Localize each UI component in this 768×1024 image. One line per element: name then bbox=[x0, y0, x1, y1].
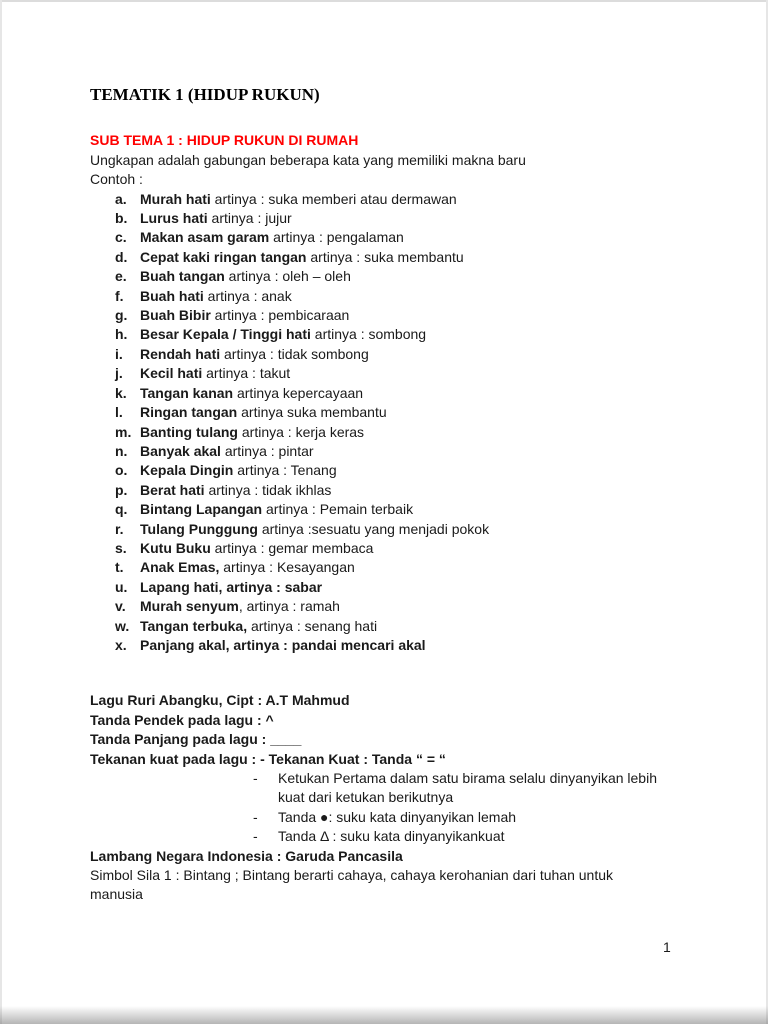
idiom-term: Anak Emas, bbox=[140, 559, 220, 576]
idiom-item bbox=[115, 558, 668, 577]
document-subtitle: SUB TEMA 1 : HIDUP RUKUN DI RUMAH bbox=[90, 132, 359, 149]
idiom-def: artinya : gemar membaca bbox=[210, 539, 374, 556]
idiom-letter: g. bbox=[115, 307, 128, 324]
idiom-letter: f. bbox=[115, 287, 124, 304]
idiom-letter: w. bbox=[115, 617, 130, 634]
idiom-letter: x. bbox=[115, 636, 127, 653]
idiom-item bbox=[115, 190, 668, 209]
idiom-def: artinya : pengalaman bbox=[269, 229, 404, 246]
idiom-def: artinya : takut bbox=[202, 365, 291, 382]
idiom-letter: e. bbox=[115, 268, 127, 285]
idiom-item bbox=[115, 364, 668, 383]
idiom-letter: c. bbox=[115, 229, 127, 246]
idiom-letter: l. bbox=[115, 404, 123, 421]
idiom-letter: t. bbox=[115, 559, 124, 576]
page-number: 1 bbox=[663, 939, 671, 955]
idiom-item bbox=[115, 325, 668, 344]
idiom-item bbox=[115, 423, 668, 442]
song-lines bbox=[90, 691, 668, 769]
bullet-dash-marker: - bbox=[253, 828, 258, 845]
contoh-label: Contoh : bbox=[90, 171, 143, 188]
idiom-term: Ringan tangan bbox=[140, 404, 238, 421]
idiom-letter: p. bbox=[115, 481, 128, 498]
idiom-letter: u. bbox=[115, 578, 128, 595]
idiom-item bbox=[115, 481, 668, 500]
idiom-def: artinya : pembicaraan bbox=[210, 307, 350, 324]
idiom-term: Cepat kaki ringan tangan bbox=[140, 248, 307, 265]
idiom-item bbox=[115, 384, 668, 403]
idiom-term: Makan asam garam bbox=[140, 229, 270, 246]
idiom-item bbox=[115, 578, 668, 597]
page-edge-top bbox=[0, 0, 768, 2]
idiom-def: artinya : oleh – oleh bbox=[224, 268, 351, 285]
idiom-term: Murah senyum bbox=[140, 598, 239, 615]
idiom-def: artinya : tidak sombong bbox=[220, 345, 369, 362]
idiom-def: artinya : Tenang bbox=[233, 462, 337, 479]
idiom-def: artinya : jujur bbox=[207, 210, 292, 227]
idiom-def: artinya : suka membantu bbox=[306, 248, 464, 265]
bullet-text: Tanda ●: suku kata dinyanyikan lemah bbox=[278, 808, 517, 825]
idiom-item bbox=[115, 287, 668, 306]
song-line: Tekanan kuat pada lagu : - Tekanan Kuat : Tanda “ = “ bbox=[90, 750, 446, 767]
page-content bbox=[90, 85, 668, 905]
idiom-letter: s. bbox=[115, 539, 127, 556]
idiom-item bbox=[115, 306, 668, 325]
closing-line: Simbol Sila 1 : Bintang ; Bintang berarti cahaya, cahaya kerohanian dari tuhan untuk manusia bbox=[90, 867, 613, 903]
idiom-letter: q. bbox=[115, 501, 128, 518]
idiom-term: Berat hati bbox=[140, 481, 205, 498]
bullet-dash-marker: - bbox=[253, 770, 258, 786]
idiom-def: artinya : sombong bbox=[310, 326, 427, 343]
idiom-item bbox=[115, 209, 668, 228]
idiom-def: artinya suka membantu bbox=[237, 404, 387, 421]
idiom-item bbox=[115, 267, 668, 286]
idiom-def: artinya : Kesayangan bbox=[219, 559, 355, 576]
song-line: Tanda Panjang pada lagu : ____ bbox=[90, 731, 302, 748]
intro-text: Ungkapan adalah gabungan beberapa kata yang memiliki makna baru bbox=[90, 151, 526, 168]
idiom-term: Lurus hati bbox=[140, 210, 208, 227]
bullet-item bbox=[253, 769, 668, 808]
bullet-text: Tanda Δ : suku kata dinyanyikankuat bbox=[278, 828, 505, 845]
closing-line: Lambang Negara Indonesia : Garuda Pancasila bbox=[90, 847, 403, 864]
song-line: Lagu Ruri Abangku, Cipt : A.T Mahmud bbox=[90, 692, 350, 709]
idiom-term: Buah hati bbox=[140, 287, 204, 304]
idiom-letter: o. bbox=[115, 462, 128, 479]
idiom-item bbox=[115, 539, 668, 558]
idiom-letter: m. bbox=[115, 423, 132, 440]
idiom-item bbox=[115, 442, 668, 461]
idiom-term: Buah tangan bbox=[140, 268, 225, 285]
document-title: TEMATIK 1 (HIDUP RUKUN) bbox=[90, 85, 320, 104]
idiom-letter: a. bbox=[115, 190, 127, 207]
page-edge-left bbox=[0, 0, 2, 1024]
idiom-term: Kepala Dingin bbox=[140, 462, 234, 479]
idiom-letter: b. bbox=[115, 210, 128, 227]
idiom-item bbox=[115, 636, 668, 655]
bullet-dash-marker: - bbox=[253, 808, 258, 825]
idiom-term: Tulang Punggung bbox=[140, 520, 258, 537]
idiom-item bbox=[115, 520, 668, 539]
idiom-term: Besar Kepala / Tinggi hati bbox=[140, 326, 311, 343]
idiom-item bbox=[115, 345, 668, 364]
bullet-list bbox=[253, 769, 668, 847]
idiom-term: Buah Bibir bbox=[140, 307, 211, 324]
idiom-list bbox=[115, 190, 668, 656]
idiom-def: artinya : kerja keras bbox=[238, 423, 365, 440]
idiom-letter: v. bbox=[115, 598, 126, 615]
idiom-item bbox=[115, 597, 668, 616]
idiom-term: Tangan terbuka, bbox=[140, 617, 248, 634]
idiom-item bbox=[115, 617, 668, 636]
idiom-item bbox=[115, 228, 668, 247]
idiom-item bbox=[115, 500, 668, 519]
idiom-term: Rendah hati bbox=[140, 345, 221, 362]
idiom-def: artinya kepercayaan bbox=[233, 384, 364, 401]
idiom-def: artinya : suka memberi atau dermawan bbox=[210, 190, 457, 207]
idiom-term: Kutu Buku bbox=[140, 539, 211, 556]
page-edge-bottom bbox=[0, 1006, 768, 1024]
idiom-letter: d. bbox=[115, 248, 128, 265]
idiom-term: Banting tulang bbox=[140, 423, 238, 440]
idiom-letter: r. bbox=[115, 520, 124, 537]
idiom-letter: i. bbox=[115, 345, 123, 362]
idiom-def: artinya : pintar bbox=[220, 442, 314, 459]
song-section bbox=[90, 691, 668, 904]
idiom-term: Banyak akal bbox=[140, 442, 221, 459]
idiom-def: , artinya : ramah bbox=[238, 598, 340, 615]
bullet-text: Ketukan Pertama dalam satu birama selalu dinyanyikan lebih kuat dari ketukan berikutnya bbox=[278, 770, 657, 806]
bullet-item bbox=[253, 808, 668, 827]
idiom-letter: j. bbox=[115, 365, 123, 382]
idiom-item bbox=[115, 403, 668, 422]
idiom-term: Tangan kanan bbox=[140, 384, 234, 401]
idiom-term: Kecil hati bbox=[140, 365, 203, 382]
idiom-letter: h. bbox=[115, 326, 128, 343]
idiom-item bbox=[115, 461, 668, 480]
idiom-def: artinya : Pemain terbaik bbox=[262, 501, 414, 518]
song-line: Tanda Pendek pada lagu : ^ bbox=[90, 711, 274, 728]
idiom-term: Panjang akal, artinya : pandai mencari akal bbox=[140, 636, 426, 653]
idiom-letter: k. bbox=[115, 384, 127, 401]
closing-lines bbox=[90, 847, 668, 905]
idiom-term: Bintang Lapangan bbox=[140, 501, 263, 518]
idiom-letter: n. bbox=[115, 442, 128, 459]
idiom-item bbox=[115, 248, 668, 267]
idiom-def: artinya : tidak ikhlas bbox=[204, 481, 332, 498]
idiom-def: artinya : anak bbox=[203, 287, 292, 304]
idiom-def: artinya : senang hati bbox=[247, 617, 378, 634]
bullet-item bbox=[253, 827, 668, 846]
idiom-term: Murah hati bbox=[140, 190, 211, 207]
idiom-def: artinya :sesuatu yang menjadi pokok bbox=[257, 520, 490, 537]
idiom-term: Lapang hati, artinya : sabar bbox=[140, 578, 323, 595]
